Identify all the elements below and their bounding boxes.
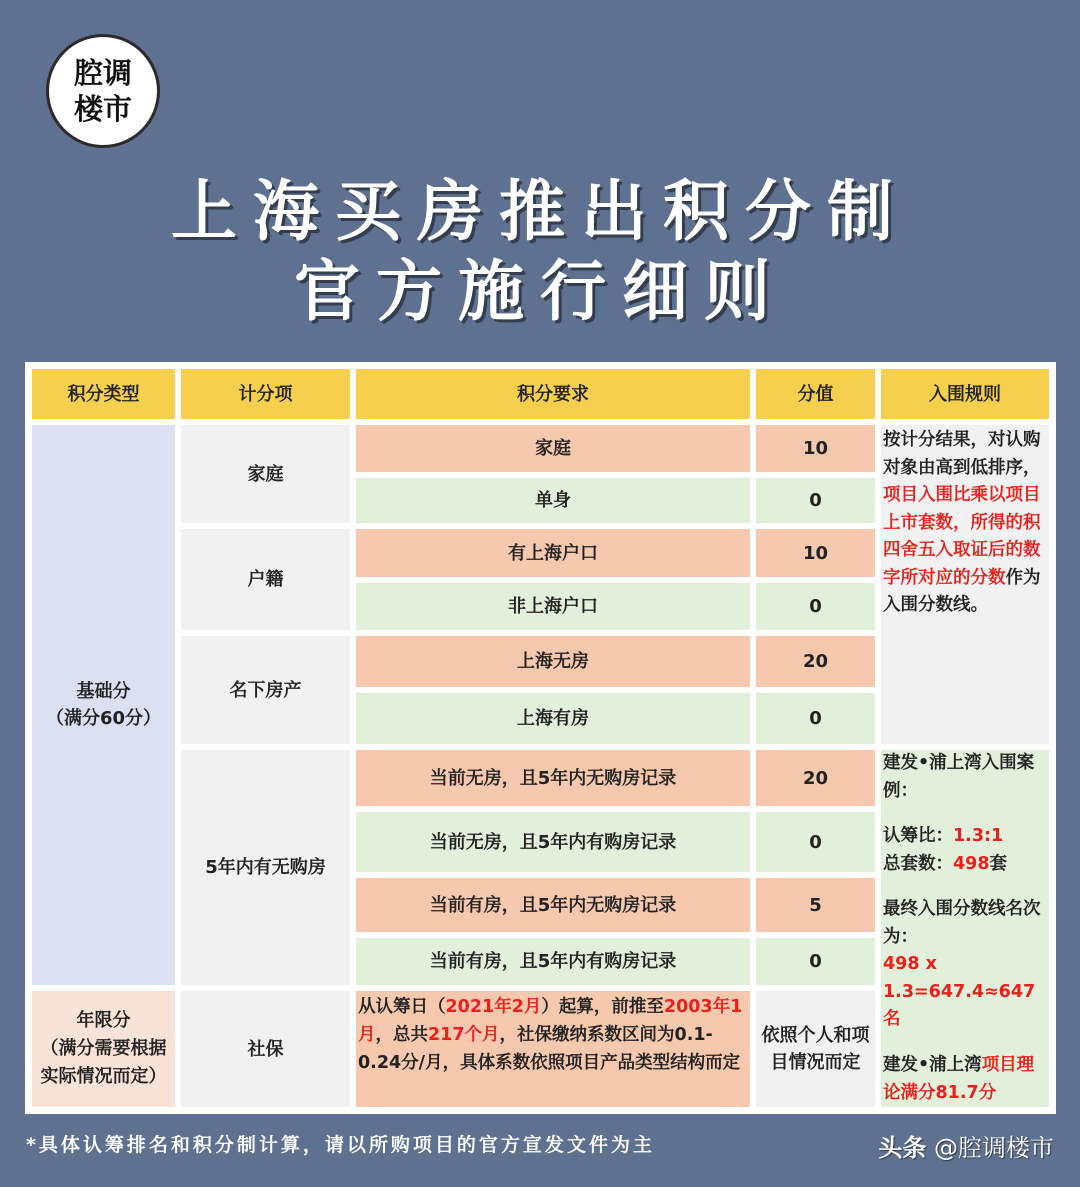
requirement-cell: 非上海户口 bbox=[356, 583, 750, 630]
page-title-line-2: 官方施行细则 bbox=[294, 253, 786, 330]
points-table bbox=[25, 362, 1056, 1114]
footnote: *具体认筹排名和积分制计算，请以所购项目的官方宣发文件为主 bbox=[26, 1134, 655, 1156]
score-cell: 0 bbox=[756, 812, 875, 872]
year-score-label: 年限分 bbox=[76, 1010, 131, 1031]
rule-text: 作为入围分数线。 bbox=[883, 567, 1041, 615]
final-value: 498 x 1.3=647.4≈647名 bbox=[883, 954, 1036, 1030]
score-cell: 0 bbox=[756, 583, 875, 630]
basic-score-cell bbox=[32, 425, 175, 985]
header-item: 计分项 bbox=[181, 369, 350, 419]
req-text: ）起算，前推至 bbox=[541, 997, 664, 1017]
header-score: 分值 bbox=[756, 369, 875, 419]
req-text: 从认筹日（ bbox=[358, 997, 446, 1017]
score-cell: 10 bbox=[756, 529, 875, 577]
req-date-end: 2003年1月 bbox=[358, 997, 743, 1045]
req-date-start: 2021年2月 bbox=[445, 997, 542, 1017]
page-title-line-1: 上海买房推出积分制 bbox=[171, 173, 909, 250]
score-cell: 0 bbox=[756, 478, 875, 523]
requirement-cell: 上海无房 bbox=[356, 636, 750, 687]
logo-line-2: 楼市 bbox=[73, 92, 132, 126]
year-score-note-2: 实际情况而定） bbox=[40, 1066, 167, 1087]
brand-logo bbox=[46, 34, 160, 148]
total-value: 498 bbox=[953, 853, 990, 874]
ratio-value: 1.3:1 bbox=[953, 826, 1004, 847]
logo-line-1: 腔调 bbox=[73, 56, 132, 90]
year-score-note-1: （满分需要根据 bbox=[40, 1038, 167, 1059]
score-cell: 0 bbox=[756, 693, 875, 744]
item-hukou: 户籍 bbox=[181, 529, 350, 630]
case-title: 建发•浦上湾入围案例： bbox=[883, 753, 1035, 801]
requirement-cell: 有上海户口 bbox=[356, 529, 750, 577]
header-requirement: 积分要求 bbox=[356, 369, 750, 419]
ratio-label: 认筹比： bbox=[883, 826, 953, 847]
item-purchase-record: 5年内有无购房 bbox=[181, 750, 350, 985]
score-cell: 0 bbox=[756, 938, 875, 985]
req-months: 217个月 bbox=[428, 1025, 500, 1045]
requirement-cell: 当前有房，且5年内无购房记录 bbox=[356, 878, 750, 932]
year-score-cell bbox=[32, 991, 175, 1107]
source-watermark bbox=[878, 1128, 1054, 1163]
item-social-security: 社保 bbox=[181, 991, 350, 1107]
rule-description bbox=[881, 425, 1049, 744]
score-cell: 10 bbox=[756, 425, 875, 472]
social-security-score: 依照个人和项目情况而定 bbox=[756, 991, 875, 1107]
project-max-score: 项目理论满分81.7分 bbox=[883, 1055, 1035, 1103]
project-name: 建发•浦上湾 bbox=[883, 1055, 982, 1076]
watermark-brand: 头条 bbox=[878, 1134, 927, 1162]
rule-text: 按计分结果，对认购对象由高到低排序， bbox=[883, 430, 1041, 478]
requirement-cell: 家庭 bbox=[356, 425, 750, 472]
score-cell: 20 bbox=[756, 750, 875, 806]
requirement-cell: 当前有房，且5年内有购房记录 bbox=[356, 938, 750, 985]
final-label: 最终入围分数线名次为： bbox=[883, 899, 1041, 947]
req-text: ，总共 bbox=[375, 1025, 428, 1045]
header-type: 积分类型 bbox=[32, 369, 175, 419]
item-property: 名下房产 bbox=[181, 636, 350, 744]
header-rule: 入围规则 bbox=[881, 369, 1049, 419]
rule-case-example bbox=[881, 750, 1049, 1107]
requirement-cell: 单身 bbox=[356, 478, 750, 523]
req-text: ，社保缴纳系数区间为0.1-0.24分/月，具体系数依照项目产品类型结构而定 bbox=[358, 1025, 741, 1073]
total-label: 总套数： bbox=[883, 853, 953, 874]
requirement-cell: 上海有房 bbox=[356, 693, 750, 744]
total-unit: 套 bbox=[989, 853, 1008, 874]
item-family: 家庭 bbox=[181, 425, 350, 523]
requirement-cell: 当前无房，且5年内有购房记录 bbox=[356, 812, 750, 872]
requirement-cell: 当前无房，且5年内无购房记录 bbox=[356, 750, 750, 806]
social-security-requirement bbox=[356, 991, 750, 1107]
score-cell: 20 bbox=[756, 636, 875, 687]
basic-score-max: （满分60分） bbox=[45, 708, 162, 729]
basic-score-label: 基础分 bbox=[76, 681, 131, 702]
score-cell: 5 bbox=[756, 878, 875, 932]
rule-highlight: 项目入围比乘以项目上市套数，所得的积四舍五入取证后的数字所对应的分数 bbox=[883, 485, 1041, 588]
watermark-handle: @腔调楼市 bbox=[934, 1134, 1054, 1162]
